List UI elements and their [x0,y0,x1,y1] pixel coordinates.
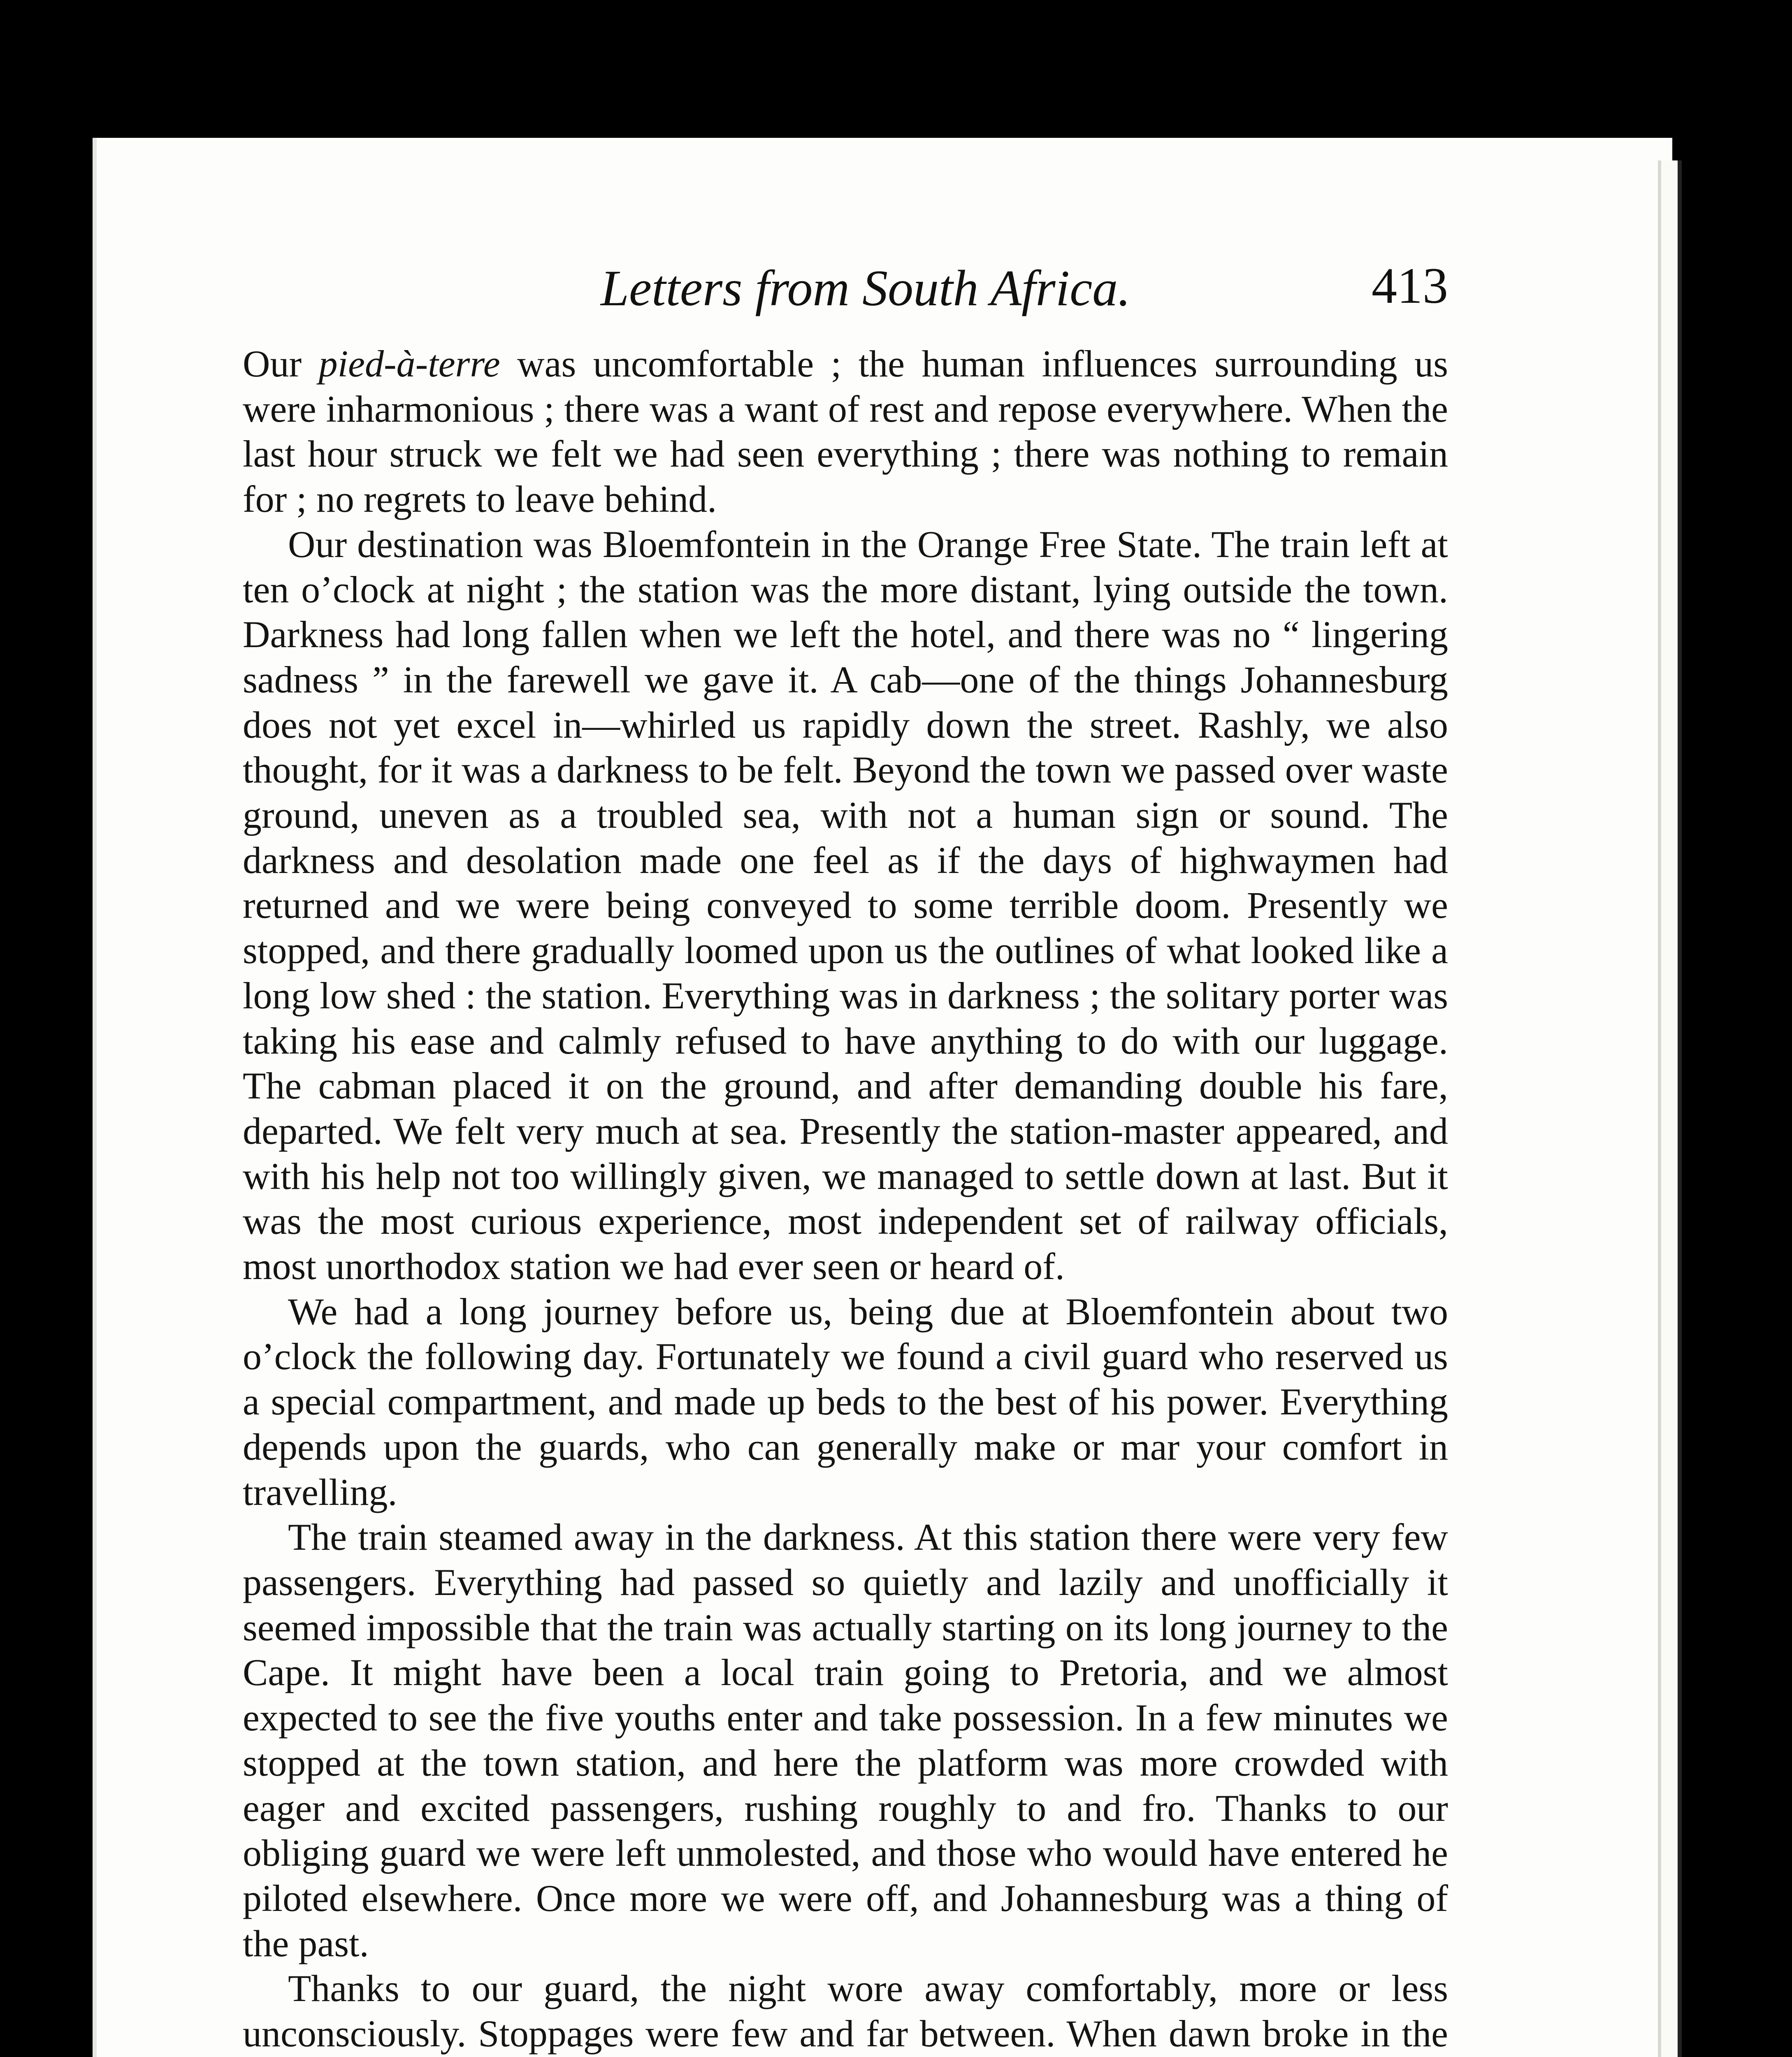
running-title: Letters from South Africa. [601,260,1131,316]
paragraph-1 [243,341,1448,522]
paragraph-3: We had a long journey before us, being due at Bloemfontein about two o’clock the following day. Fortunately we found a civil guard who reserved us a special compartment, and made up beds to the best of his power. Everything depends upon the guards, who can generally make or mar your comfort in travelling. [243,1290,1448,1513]
body-text [243,341,1448,2057]
paragraph-5: Thanks to our guard, the night wore away comfortably, more or less unconsciously. Stoppages were few and far between. When dawn broke in the [243,1967,1448,2055]
paragraph-4: The train steamed away in the darkness. At this station there were very few passengers. Everything had passed so quietly and lazily and unofficially it seemed impossible that the train was actually starting on its long journey to the Cape. It might have been a local train going to Pretoria, and we almost expected to see the five youths enter and take possession. In a few minutes we stopped at the town station, and here the platform was more crowded with eager and excited passengers, rushing roughly to and fro. Thanks to our obliging guard we were left unmolested, and those who would have entered he piloted elsewhere. Once more we were off, and Johannesburg was a thing of the past. [243,1516,1448,1964]
paragraph-1-text: was uncomfortable ; the human influences surrounding us were inharmonious ; there was a want of rest and repose everywhere. When the last hour struck we felt we had seen everything ; there was nothing to remain for ; no regrets to leave behind. [243,343,1448,520]
paragraph-1-lead: Our [243,343,319,385]
page-number: 413 [1372,258,1448,314]
page-header [243,251,1448,325]
paragraph-2: Our destination was Bloemfontein in the Orange Free State. The train left at ten o’clock at night ; the station was the more distant, lying outside the town. Darkness had long fallen when we left the hotel, and there was no “ lingering sadness ” in the farewell we gave it. A cab—one of the things Johannesburg does not yet excel in—whirled us rapidly down the street. Rashly, we also thought, for it was a darkness to be felt. Beyond the town we passed over waste ground, uneven as a troubled sea, with not a human sign or sound. The darkness and desolation made one feel as if the days of highwaymen had returned and we were being conveyed to some terrible doom. Presently we stopped, and there gradually loomed upon us the outlines of what looked like a long low shed : the station. Everything was in darkness ; the solitary porter was taking his ease and calmly refused to have anything to do with our luggage. The cabman placed it on the ground, and after demanding double his fare, departed. We felt very much at sea. Presently the station-master appeared, and with his help not too willingly given, we managed to settle down at last. But it was the most curious experience, most independent set of railway officials, most unorthodox station we had ever seen or heard of. [243,523,1448,1288]
italic-phrase: pied-à-terre [318,343,500,385]
page-edge [1658,160,1682,2057]
